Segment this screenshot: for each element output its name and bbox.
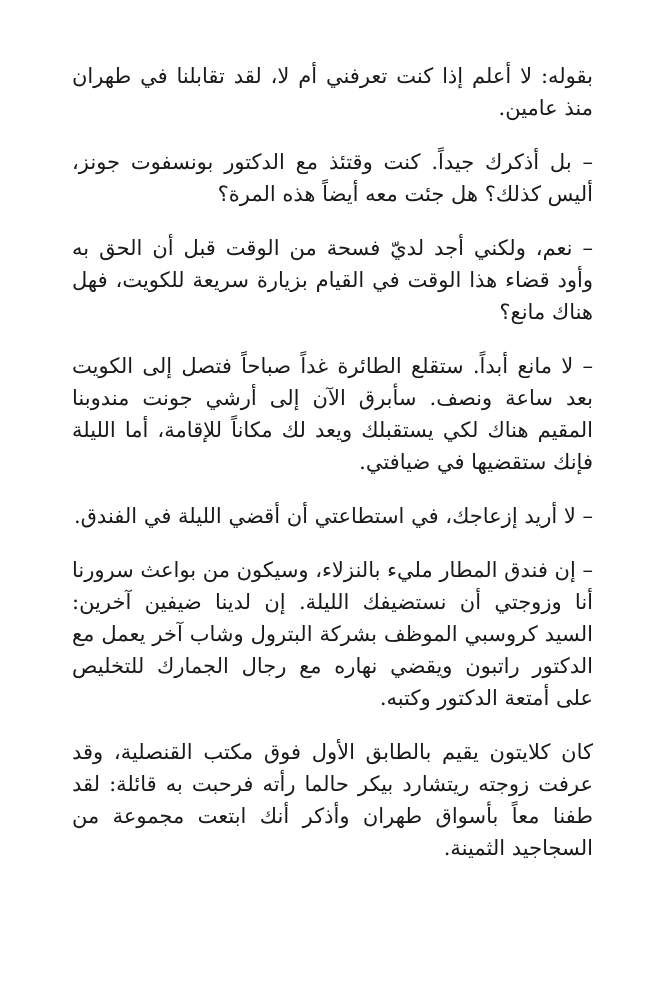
paragraph: كان كلايتون يقيم بالطابق الأول فوق مكتب القنصلية، وقد عرفت زوجته ريتشارد بيكر حالما رأته فرحبت به قائلة: لقد طفنا معاً بأسواق طهران وأذكر أنك ابتعت مجموعة من السجاجيد الثمينة. [72,740,593,860]
paragraph: بقوله: لا أعلم إذا كنت تعرفني أم لا، لقد تقابلنا في طهران منذ عامين. [72,64,593,120]
paragraph: – لا أريد إزعاجك، في استطاعتي أن أقضي الليلة في الفندق. [73,504,593,528]
paragraph: – لا مانع أبداً. ستقلع الطائرة غداً صباحاً فتصل إلى الكويت بعد ساعة ونصف. سأبرق الآن إلى أرشي جونت مندوبنا المقيم هناك لكي يستقبلك ويعد لك مكاناً للإقامة، أما الليلة فإنك ستقضيها في ضيافتي. [72,354,593,474]
paragraph: – نعم، ولكني أجد لديّ فسحة من الوقت قبل أن الحق به وأود قضاء هذا الوقت في القيام بزيارة سريعة للكويت، فهل هناك مانع؟ [72,236,593,324]
paragraph: – إن فندق المطار مليء بالنزلاء، وسيكون من بواعث سرورنا أنا وزوجتي أن نستضيفك الليلة. إن لدينا ضيفين آخرين: السيد كروسبي الموظف بشركة البترول وشاب آخر يعمل مع الدكتور راتبون ويقضي نهاره مع رجال الجمارك للتخليص على أمتعة الدكتور وكتبه. [71,558,593,710]
paragraph: – بل أذكرك جيداً. كنت وقتئذ مع الدكتور بونسفوت جونز، أليس كذلك؟ هل جئت معه أيضاً هذه المرة؟ [72,150,593,206]
